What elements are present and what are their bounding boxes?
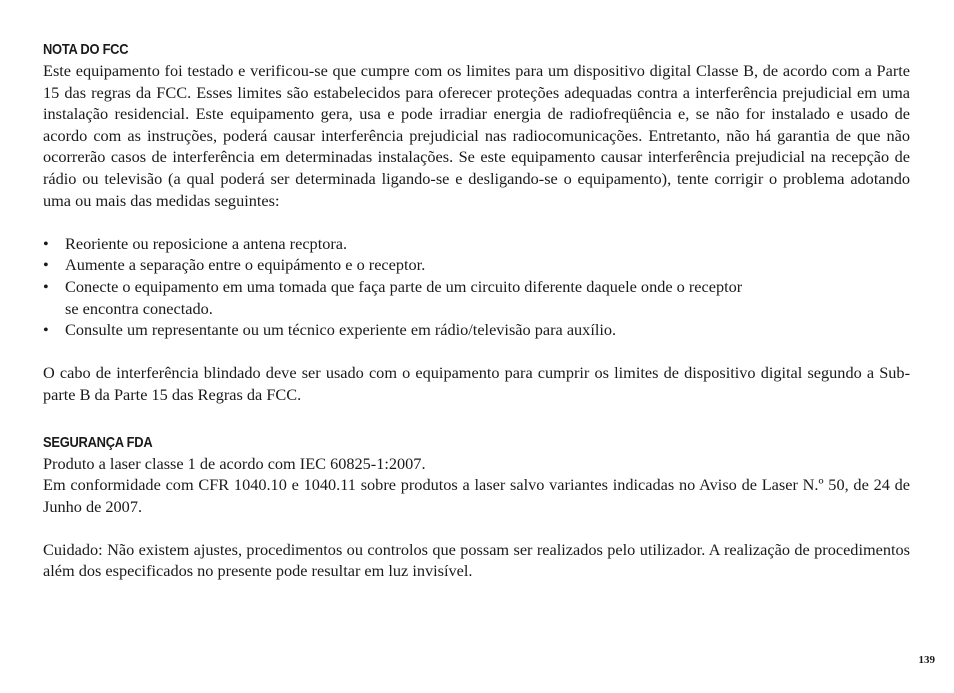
list-item-text: Reoriente ou reposicione a antena recptora. bbox=[65, 233, 348, 253]
bullet-icon: • bbox=[43, 320, 49, 340]
list-item-text: Conecte o equipamento em uma tomada que faça parte de um circuito diferente daquele onde o receptor bbox=[65, 276, 743, 296]
list-item-text: Consulte um representante ou um técnico experiente em rádio/televisão para auxílio. bbox=[65, 320, 617, 340]
bullet-icon: • bbox=[43, 276, 49, 296]
fcc-closing-paragraph: O cabo de interferência blindado deve ser usado com o equipamento para cumprir os limites de dispositivo digital segundo a Sub-parte B da Parte 15 das Regras da FCC. bbox=[43, 363, 910, 404]
list-item bbox=[43, 276, 910, 319]
spacer bbox=[43, 341, 910, 363]
list-item bbox=[43, 233, 910, 255]
list-item bbox=[43, 319, 910, 341]
bullet-icon: • bbox=[43, 255, 49, 275]
bullet-icon: • bbox=[43, 233, 49, 253]
fda-heading: SEGURANÇA FDA bbox=[43, 433, 153, 451]
spacer bbox=[43, 406, 910, 433]
document-page bbox=[43, 40, 910, 582]
fcc-intro-paragraph: Este equipamento foi testado e verificou-se que cumpre com os limites para um dispositivo digital Classe B, de acordo com a Parte 15 das regras da FCC. Esses limites são estabelecidos para oferecer proteções adequadas contra a interferência prejudicial em uma instalação residencial. Este equipamento gera, usa e pode irradiar energia de radiofreqüência e, se não for instalado e usado de acordo com as instruções, poderá causar interferência prejudicial nas radiocomunicações. Entretanto, não há garantia de que não ocorrerão casos de interferência em determinadas instalações. Se este equipamento causar interferência prejudicial na recepção de rádio ou televisão (a qual poderá ser determinada ligando-se e desligando-se o equipamento), tente corrigir o problema adotando uma ou mais das medidas seguintes: bbox=[43, 61, 910, 210]
fcc-heading: NOTA DO FCC bbox=[43, 41, 129, 58]
list-item bbox=[43, 254, 910, 276]
spacer bbox=[43, 211, 910, 233]
fda-compliance-paragraph: Em conformidade com CFR 1040.10 e 1040.11 sobre produtos a laser salvo variantes indicadas no Aviso de Laser N.º 50, de 24 de Junho de 2007. bbox=[43, 475, 910, 516]
fda-caution-paragraph: Cuidado: Não existem ajustes, procedimentos ou controlos que possam ser realizados pelo utilizador. A realização de procedimentos além dos especificados no presente pode resultar em luz invisível. bbox=[43, 539, 910, 581]
list-item-text-continued: se encontra conectado. bbox=[65, 298, 213, 318]
spacer bbox=[43, 517, 910, 539]
fda-classification-line: Produto a laser classe 1 de acordo com IEC 60825-1:2007. bbox=[43, 453, 426, 473]
list-item-text: Aumente a separação entre o equipámento e o receptor. bbox=[65, 255, 426, 275]
fcc-measures-list bbox=[43, 233, 910, 341]
page-number: 139 bbox=[918, 654, 935, 666]
